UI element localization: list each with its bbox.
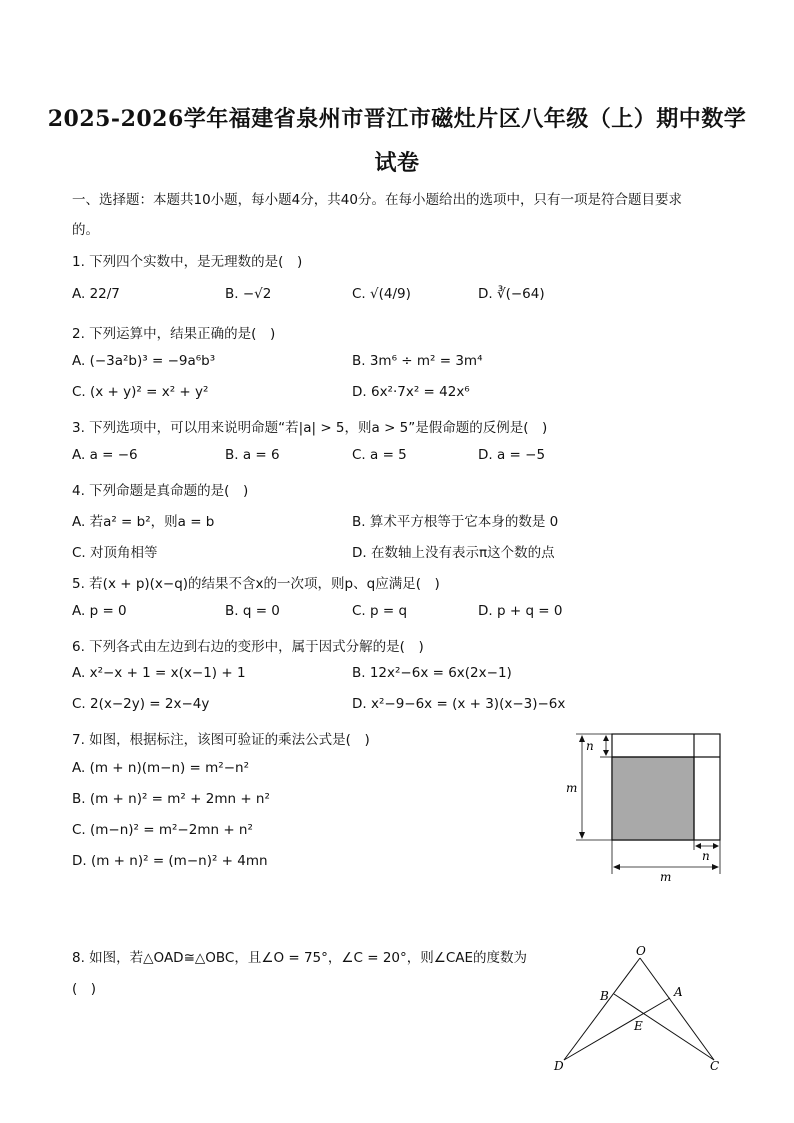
- q6-option-b: B. 12x²−6x = 6x(2x−1): [352, 665, 512, 681]
- q5-option-c: C. p = q: [352, 603, 408, 619]
- q7-option-b: B. (m + n)² = m² + 2mn + n²: [72, 791, 270, 807]
- q3-option-c: C. a = 5: [352, 447, 407, 463]
- q2-option-c: C. (x + y)² = x² + y²: [72, 384, 209, 400]
- fig8-label-d: D: [554, 1059, 564, 1073]
- q5-option-b: B. q = 0: [225, 603, 280, 619]
- q1-option-b: B. −√2: [225, 286, 272, 302]
- q7-option-d: D. (m + n)² = (m−n)² + 4mn: [72, 853, 268, 869]
- question-3-stem: 3. 下列选项中，可以用来说明命题“若|a| > 5，则a > 5”是假命题的反例是( ): [72, 420, 548, 436]
- q3-option-b: B. a = 6: [225, 447, 280, 463]
- q4-option-c: C. 对顶角相等: [72, 545, 158, 561]
- q7-option-c: C. (m−n)² = m²−2mn + n²: [72, 822, 253, 838]
- question-5-stem: 5. 若(x + p)(x−q)的结果不含x的一次项，则p、q应满足( ): [72, 576, 440, 592]
- q4-option-b: B. 算术平方根等于它本身的数是 0: [352, 514, 559, 530]
- fig7-label-n-top: n: [586, 739, 594, 753]
- question-8-stem: 8. 如图，若△OAD≅△OBC，且∠O = 75°，∠C = 20°，则∠CAE的度数为: [72, 950, 528, 966]
- fig7-label-m-left: m: [566, 781, 578, 795]
- q1-option-c: C. √(4/9): [352, 286, 411, 302]
- q6-option-c: C. 2(x−2y) = 2x−4y: [72, 696, 210, 712]
- q4-option-a: A. 若a² = b²，则a = b: [72, 514, 215, 530]
- q1-option-d: D. ∛(−64): [478, 286, 545, 302]
- question-1-stem: 1. 下列四个实数中，是无理数的是( ): [72, 254, 303, 270]
- question-4-stem: 4. 下列命题是真命题的是( ): [72, 483, 249, 499]
- question-6-stem: 6. 下列各式由左边到右边的变形中，属于因式分解的是( ): [72, 639, 424, 655]
- q4-option-d: D. 在数轴上没有表示π这个数的点: [352, 545, 555, 561]
- q7-option-a: A. (m + n)(m−n) = m²−n²: [72, 760, 250, 776]
- q8-triangle-figure: [548, 944, 728, 1076]
- q2-option-b: B. 3m⁶ ÷ m² = 3m⁴: [352, 353, 483, 369]
- shaded-square: [612, 757, 694, 840]
- q6-option-d: D. x²−9−6x = (x + 3)(x−3)−6x: [352, 696, 566, 712]
- fig8-label-c: C: [710, 1059, 720, 1073]
- q2-option-a: A. (−3a²b)³ = −9a⁶b³: [72, 353, 216, 369]
- q2-option-d: D. 6x²·7x² = 42x⁶: [352, 384, 470, 400]
- fig7-label-m-bottom: m: [660, 870, 672, 882]
- q3-option-a: A. a = −6: [72, 447, 138, 463]
- fig8-label-o: O: [636, 944, 646, 958]
- exam-title-line2: 试卷: [374, 150, 420, 176]
- q6-option-a: A. x²−x + 1 = x(x−1) + 1: [72, 665, 246, 681]
- question-2-stem: 2. 下列运算中，结果正确的是( ): [72, 326, 276, 342]
- q5-option-a: A. p = 0: [72, 603, 127, 619]
- question-7-stem: 7. 如图，根据标注，该图可验证的乘法公式是( ): [72, 732, 370, 748]
- fig8-label-a: A: [674, 985, 683, 999]
- q1-option-a: A. 22/7: [72, 286, 120, 302]
- fig8-label-b: B: [600, 989, 609, 1003]
- exam-title-line1: 2025-2026学年福建省泉州市晋江市磁灶片区八年级（上）期中数学: [47, 106, 747, 132]
- q3-option-d: D. a = −5: [478, 447, 546, 463]
- fig7-label-n-bottom: n: [702, 849, 710, 863]
- section1-instructions-cont: 的。: [72, 222, 99, 238]
- fig8-label-e: E: [634, 1019, 643, 1033]
- section1-instructions: 一、选择题：本题共10小题，每小题4分，共40分。在每小题给出的选项中，只有一项是符合题目要求: [72, 192, 682, 208]
- q7-square-figure: [560, 726, 730, 882]
- question-8-stem-cont: ( ): [72, 981, 97, 997]
- q5-option-d: D. p + q = 0: [478, 603, 563, 619]
